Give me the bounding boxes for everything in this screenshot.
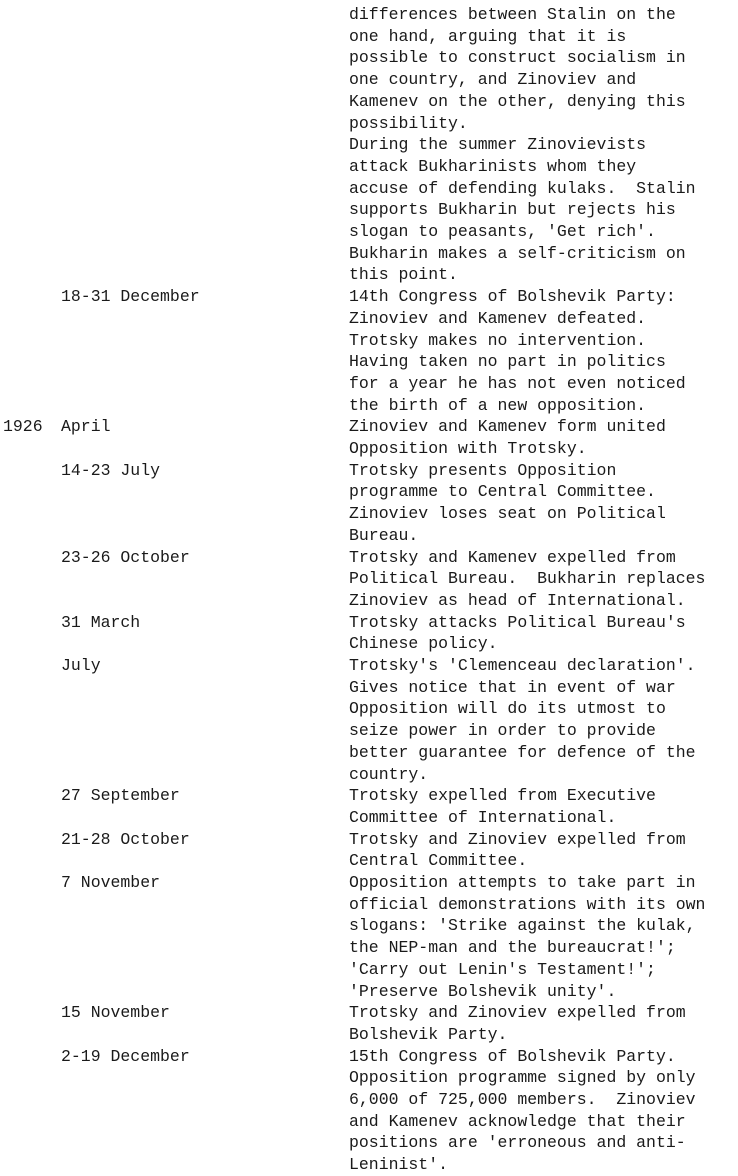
entry-date: 2-19 December	[61, 1046, 190, 1066]
entry-text-line: seize power in order to provide	[349, 721, 656, 741]
entry-date: 14-23 July	[61, 460, 161, 480]
entry-text-line: country.	[349, 764, 429, 784]
entry-text-line: accuse of defending kulaks. Stalin	[349, 178, 696, 198]
entry-text-line: for a year he has not even noticed	[349, 373, 686, 393]
entry-text-line: Opposition with Trotsky.	[349, 439, 587, 458]
entry-text-line: slogans: 'Strike against the kulak,	[349, 916, 696, 936]
entry-text-line: this point.	[349, 265, 458, 285]
entry-text-line: better guarantee for defence of the	[349, 742, 696, 762]
entry-text-line: Trotsky expelled from Executive	[349, 786, 656, 806]
entry-text-line: Bukharin makes a self-criticism on	[349, 243, 686, 263]
entry-text-line: Opposition will do its utmost to	[349, 699, 666, 719]
entry-text-line: During the summer Zinovievists	[349, 135, 647, 155]
entry-date: 15 November	[61, 1003, 170, 1023]
entry-text-line: differences between Stalin on the	[349, 5, 676, 24]
entry-text-line: Bolshevik Party.	[349, 1024, 508, 1044]
entry-text-line: and Kamenev acknowledge that their	[349, 1111, 686, 1131]
entry-text-line: the birth of a new opposition.	[349, 395, 647, 415]
entry-text-line: 6,000 of 725,000 members. Zinoviev	[349, 1090, 696, 1109]
entry-text-line: Zinoviev as head of International.	[349, 590, 686, 610]
entry-text-line: Trotsky and Kamenev expelled from	[349, 547, 676, 567]
entry-text-line: attack Bukharinists whom they	[349, 156, 637, 176]
entry-text-line: one country, and Zinoviev and	[349, 70, 637, 90]
entry-text-line: Committee of International.	[349, 807, 617, 827]
entry-text-line: supports Bukharin but rejects his	[349, 200, 676, 220]
entry-text-line: Trotsky and Zinoviev expelled from	[349, 1003, 686, 1023]
entry-text-line: 'Carry out Lenin's Testament!';	[349, 959, 656, 979]
entry-text-line: Trotsky attacks Political Bureau's	[349, 612, 686, 632]
entry-text-line: Political Bureau. Bukharin replaces	[349, 569, 706, 589]
entry-text-line: Having taken no part in politics	[349, 352, 666, 372]
entry-text-line: Central Committee.	[349, 851, 528, 871]
entry-text-line: positions are 'erroneous and anti-	[349, 1133, 686, 1153]
entry-text-line: possible to construct socialism in	[349, 48, 686, 68]
entry-text-line: 15th Congress of Bolshevik Party.	[349, 1046, 676, 1066]
entry-text-line: 'Preserve Bolshevik unity'.	[349, 981, 617, 1001]
entry-text-line: Zinoviev loses seat on Political	[349, 504, 666, 524]
entry-text-line: Trotsky makes no intervention.	[349, 330, 647, 350]
entry-text-line: the NEP-man and the bureaucrat!';	[349, 938, 676, 958]
entry-text-line: possibility.	[349, 113, 468, 133]
entry-text-line: slogan to peasants, 'Get rich'.	[349, 222, 656, 241]
entry-text-line: Leninist'.	[349, 1155, 449, 1175]
entry-text-line: official demonstrations with its own	[349, 894, 706, 914]
entry-date: April	[61, 417, 111, 437]
entry-text-line: Opposition programme signed by only	[349, 1068, 696, 1088]
entry-date: 7 November	[61, 873, 161, 892]
entry-text-line: Opposition attempts to take part in	[349, 873, 696, 892]
entry-text-line: Gives notice that in event of war	[349, 677, 676, 697]
entry-text-line: Zinoviev and Kamenev defeated.	[349, 308, 647, 328]
entry-text-line: one hand, arguing that it is	[349, 26, 627, 46]
entry-text-line: Trotsky's 'Clemenceau declaration'.	[349, 656, 696, 675]
entry-text-line: programme to Central Committee.	[349, 482, 656, 502]
entry-text-line: Kamenev on the other, denying this	[349, 91, 686, 111]
entry-text-line: Trotsky and Zinoviev expelled from	[349, 829, 686, 849]
entry-date: 31 March	[61, 612, 141, 632]
entry-date: 18-31 December	[61, 287, 200, 307]
entry-year: 1926	[3, 417, 43, 437]
entry-date: July	[61, 656, 101, 675]
entry-text-line: Zinoviev and Kamenev form united	[349, 417, 666, 437]
entry-date: 27 September	[61, 786, 180, 806]
entry-text-line: 14th Congress of Bolshevik Party:	[349, 287, 676, 307]
entry-text-line: Chinese policy.	[349, 634, 498, 654]
entry-text-line: Trotsky presents Opposition	[349, 460, 617, 480]
entry-text-line: Bureau.	[349, 525, 419, 545]
entry-date: 23-26 October	[61, 547, 190, 567]
entry-date: 21-28 October	[61, 829, 190, 849]
